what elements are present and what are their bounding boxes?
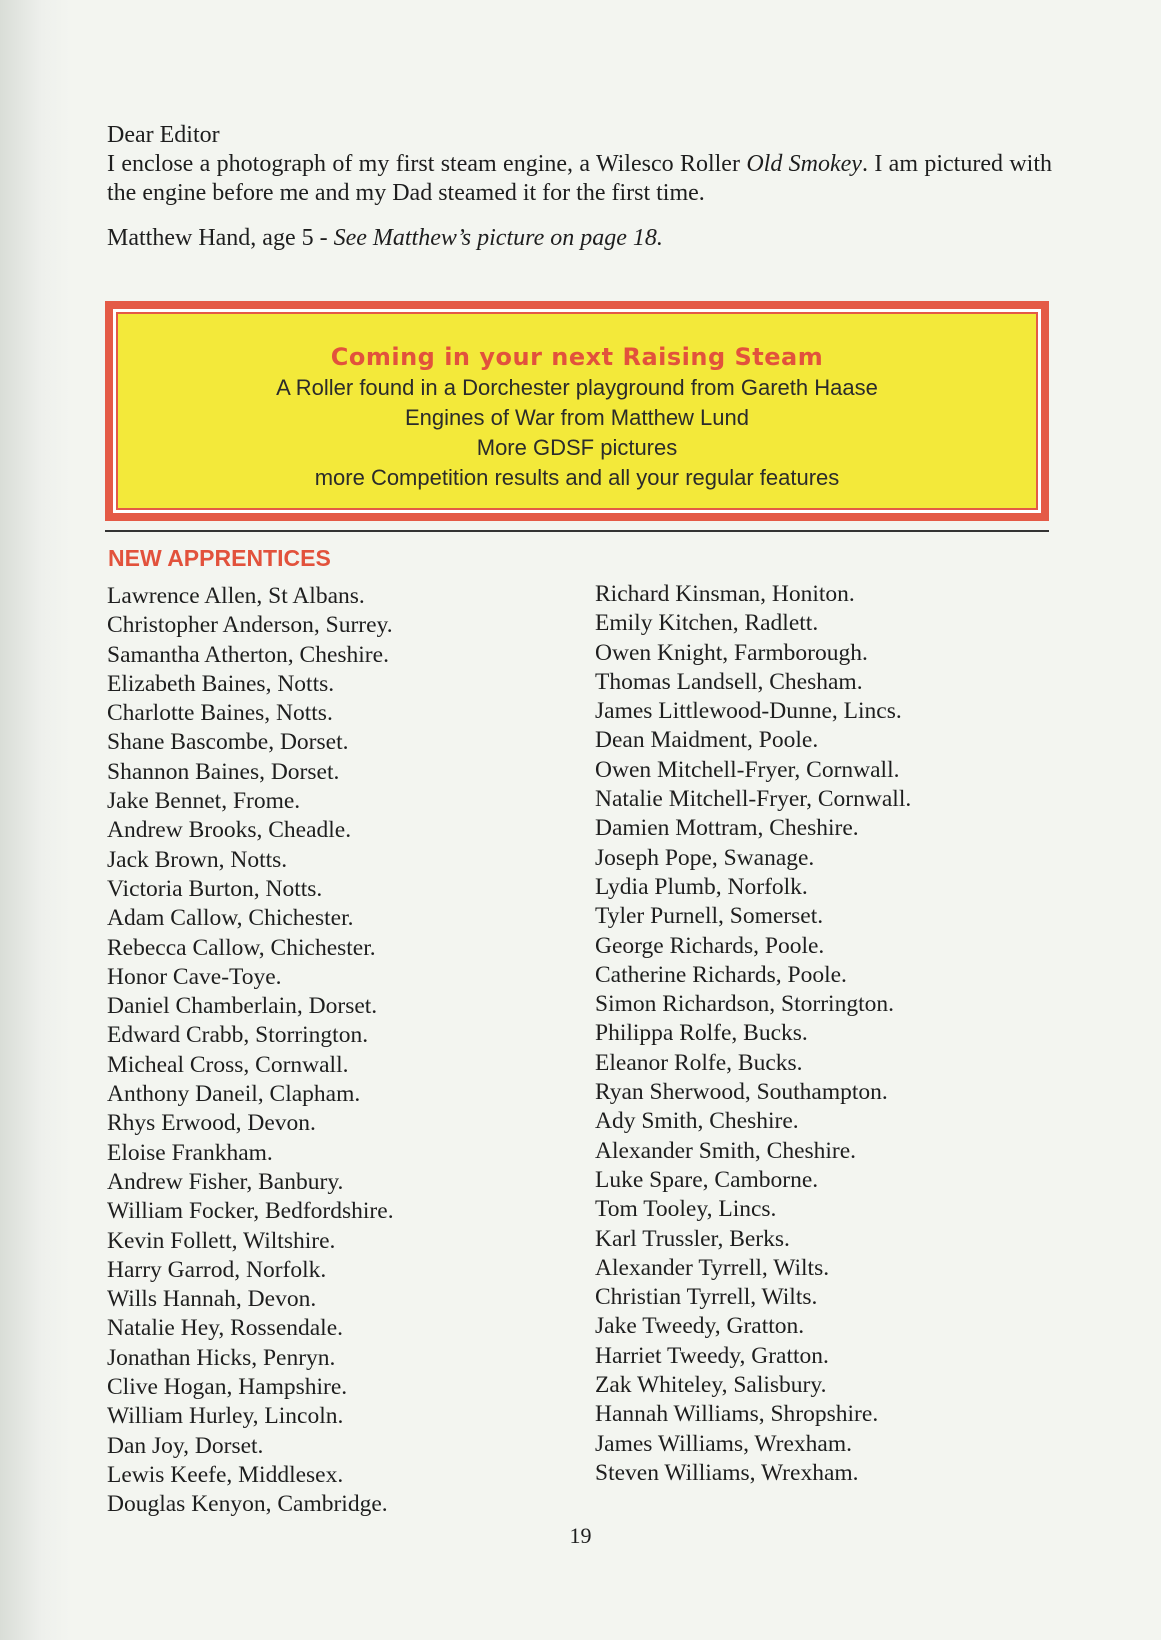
- apprentice-entry: Alexander Tyrrell, Wilts.: [595, 1254, 830, 1281]
- apprentice-entry: Shannon Baines, Dorset.: [107, 758, 340, 785]
- apprentice-entry: Elizabeth Baines, Notts.: [107, 670, 335, 697]
- apprentice-entry: Kevin Follett, Wiltshire.: [107, 1227, 336, 1254]
- engine-name: Old Smokey: [746, 151, 862, 177]
- apprentice-entry: George Richards, Poole.: [595, 932, 825, 959]
- letter-to-editor: [107, 121, 1052, 253]
- apprentice-entry: Rhys Erwood, Devon.: [107, 1110, 316, 1137]
- next-issue-title: Coming in your next Raising Steam: [330, 343, 824, 371]
- apprentices-right-column: [595, 580, 911, 1488]
- apprentice-entry: Hannah Williams, Shropshire.: [595, 1401, 879, 1428]
- apprentice-entry: Thomas Landsell, Chesham.: [595, 668, 863, 695]
- next-issue-banner-inner: [116, 312, 1038, 510]
- apprentice-entry: Joseph Pope, Swanage.: [595, 844, 815, 871]
- apprentice-entry: Edward Crabb, Storrington.: [107, 1022, 369, 1049]
- apprentice-entry: Lydia Plumb, Norfolk.: [595, 873, 808, 900]
- apprentice-entry: Damien Mottram, Cheshire.: [595, 815, 859, 842]
- letter-salutation: Dear Editor: [107, 122, 220, 148]
- apprentice-entry: Harriet Tweedy, Gratton.: [595, 1342, 829, 1369]
- next-issue-line: More GDSF pictures: [476, 435, 678, 460]
- apprentice-entry: Clive Hogan, Hampshire.: [107, 1374, 348, 1401]
- apprentice-entry: Charlotte Baines, Notts.: [107, 700, 333, 727]
- apprentice-entry: Samantha Atherton, Cheshire.: [107, 641, 389, 668]
- apprentice-entry: Natalie Mitchell-Fryer, Cornwall.: [595, 786, 912, 813]
- new-apprentices-heading: NEW APPRENTICES: [108, 545, 331, 571]
- apprentice-entry: James Littlewood-Dunne, Lincs.: [595, 698, 902, 725]
- apprentice-entry: Harry Garrod, Norfolk.: [107, 1256, 327, 1283]
- next-issue-banner: [105, 301, 1049, 521]
- apprentice-entry: Steven Williams, Wrexham.: [595, 1459, 859, 1486]
- apprentice-entry: Rebecca Callow, Chichester.: [107, 934, 376, 961]
- apprentice-entry: Natalie Hey, Rossendale.: [107, 1315, 344, 1342]
- apprentice-entry: Shane Bascombe, Dorset.: [107, 729, 349, 756]
- picture-note: See Matthew’s picture on page 18.: [333, 225, 663, 251]
- apprentice-entry: Ryan Sherwood, Southampton.: [595, 1079, 888, 1106]
- signature-name: Matthew Hand, age 5 -: [107, 225, 334, 251]
- apprentice-entry: Lawrence Allen, St Albans.: [107, 583, 365, 609]
- apprentice-entry: Christian Tyrrell, Wilts.: [595, 1284, 818, 1311]
- next-issue-line: A Roller found in a Dorchester playground from Gareth Haase: [276, 375, 878, 400]
- apprentice-entry: Adam Callow, Chichester.: [107, 905, 354, 932]
- apprentice-entry: Dan Joy, Dorset.: [107, 1432, 264, 1459]
- apprentice-entry: Victoria Burton, Notts.: [107, 875, 323, 902]
- apprentice-entry: Jack Brown, Notts.: [107, 846, 288, 873]
- section-divider: [105, 530, 1049, 532]
- apprentice-entry: Eleanor Rolfe, Bucks.: [595, 1049, 803, 1076]
- letter-body-start: I enclose a photograph of my first steam engine, a Wilesco Roller: [107, 151, 747, 177]
- apprentice-entry: Philippa Rolfe, Bucks.: [595, 1020, 808, 1047]
- apprentice-entry: Tom Tooley, Lincs.: [595, 1196, 777, 1223]
- apprentice-entry: Tyler Purnell, Somerset.: [595, 903, 824, 930]
- apprentice-entry: Andrew Brooks, Cheadle.: [107, 817, 352, 844]
- apprentice-entry: James Williams, Wrexham.: [595, 1430, 852, 1457]
- apprentice-entry: Simon Richardson, Storrington.: [595, 991, 894, 1018]
- apprentice-entry: Catherine Richards, Poole.: [595, 961, 847, 988]
- next-issue-line: Engines of War from Matthew Lund: [404, 405, 749, 430]
- apprentice-entry: William Focker, Bedfordshire.: [107, 1198, 394, 1225]
- apprentice-entry: Zak Whiteley, Salisbury.: [595, 1372, 827, 1399]
- apprentice-entry: Lewis Keefe, Middlesex.: [107, 1461, 344, 1488]
- apprentice-entry: Wills Hannah, Devon.: [107, 1286, 317, 1313]
- apprentice-entry: Douglas Kenyon, Cambridge.: [107, 1491, 388, 1518]
- apprentice-entry: Emily Kitchen, Radlett.: [595, 610, 819, 637]
- apprentice-entry: Micheal Cross, Cornwall.: [107, 1051, 349, 1078]
- apprentice-entry: William Hurley, Lincoln.: [107, 1403, 344, 1430]
- letter-body: [107, 150, 1052, 208]
- apprentice-entry: Ady Smith, Cheshire.: [595, 1108, 799, 1135]
- apprentice-entry: Dean Maidment, Poole.: [595, 727, 819, 754]
- apprentice-entry: Daniel Chamberlain, Dorset.: [107, 993, 378, 1020]
- apprentice-entry: Karl Trussler, Berks.: [595, 1225, 790, 1252]
- apprentice-entry: Eloise Frankham.: [107, 1139, 273, 1166]
- apprentice-entry: Luke Spare, Camborne.: [595, 1166, 819, 1193]
- apprentice-entry: Christopher Anderson, Surrey.: [107, 612, 393, 639]
- apprentice-entry: Richard Kinsman, Honiton.: [595, 581, 855, 607]
- apprentice-entry: Owen Mitchell-Fryer, Cornwall.: [595, 756, 900, 783]
- page-number: 19: [569, 1523, 592, 1548]
- next-issue-line: more Competition results and all your regular features: [314, 465, 840, 490]
- apprentice-entry: Jonathan Hicks, Penryn.: [107, 1344, 336, 1371]
- page-edge-shadow: [0, 0, 70, 1640]
- apprentice-entry: Owen Knight, Farmborough.: [595, 639, 868, 666]
- apprentice-entry: Jake Bennet, Frome.: [107, 788, 301, 815]
- apprentice-entry: Jake Tweedy, Gratton.: [595, 1313, 805, 1340]
- letter-signature: [107, 224, 1052, 253]
- apprentice-entry: Honor Cave-Toye.: [107, 963, 282, 990]
- apprentice-entry: Alexander Smith, Cheshire.: [595, 1137, 857, 1164]
- apprentices-left-column: [107, 582, 394, 1520]
- apprentice-entry: Anthony Daneil, Clapham.: [107, 1081, 361, 1108]
- letter-body-end: . I am pictured with the engine before me and my Dad steamed it for the first time.: [107, 151, 1052, 206]
- apprentice-entry: Andrew Fisher, Banbury.: [107, 1168, 344, 1195]
